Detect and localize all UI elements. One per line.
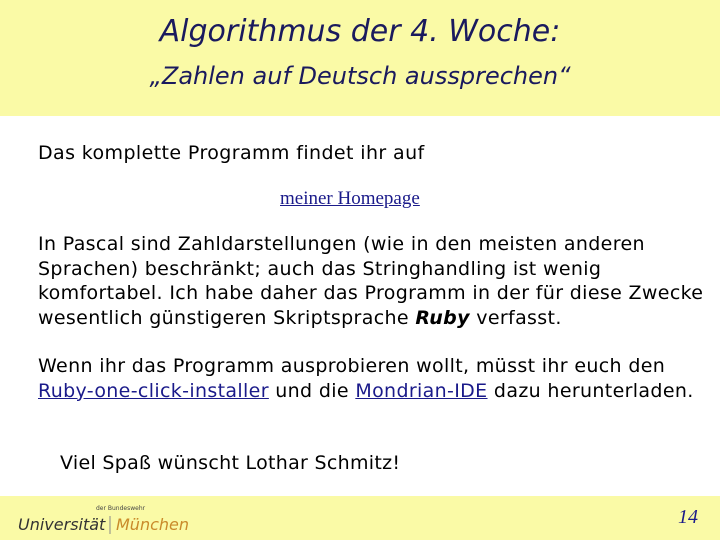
paragraph-download-a: Wenn ihr das Programm ausprobieren wollt, müsst ihr euch den bbox=[38, 355, 666, 377]
paragraph-pascal-text: In Pascal sind Zahldarstellungen (wie in den meisten anderen Sprachen) beschränkt; auch das Stringhandling ist wenig komfortabel. Ich habe daher das Programm in der für diese Zwecke wesentlich günstigeren Skriptsprache bbox=[38, 233, 704, 329]
page-number: 14 bbox=[678, 506, 698, 528]
closing-line: Viel Spaß wünscht Lothar Schmitz! bbox=[60, 452, 401, 474]
paragraph-download-b: und die bbox=[268, 379, 356, 402]
logo-universitaet: Universität bbox=[18, 515, 106, 534]
mondrian-ide-link[interactable]: Mondrian-IDE bbox=[355, 379, 488, 402]
logo-small-text: der Bundeswehr bbox=[96, 505, 146, 512]
header-band bbox=[0, 0, 720, 116]
ruby-installer-link[interactable]: Ruby-one-click-installer bbox=[38, 379, 269, 402]
paragraph-pascal-end: verfasst. bbox=[469, 306, 562, 329]
university-logo bbox=[18, 500, 218, 536]
paragraph-intro: Das komplette Programm findet ihr auf bbox=[38, 142, 425, 164]
footer-band bbox=[0, 496, 720, 540]
homepage-link[interactable]: meiner Homepage bbox=[280, 188, 420, 209]
paragraph-download-c: dazu herunterladen. bbox=[487, 379, 694, 402]
slide-subtitle: „Zahlen auf Deutsch aussprechen“ bbox=[149, 62, 571, 90]
logo-muenchen: München bbox=[116, 515, 190, 534]
paragraph-pascal bbox=[38, 232, 708, 330]
slide-title: Algorithmus der 4. Woche: bbox=[159, 14, 561, 49]
ruby-emphasis: Ruby bbox=[415, 306, 470, 329]
paragraph-download bbox=[38, 354, 708, 403]
